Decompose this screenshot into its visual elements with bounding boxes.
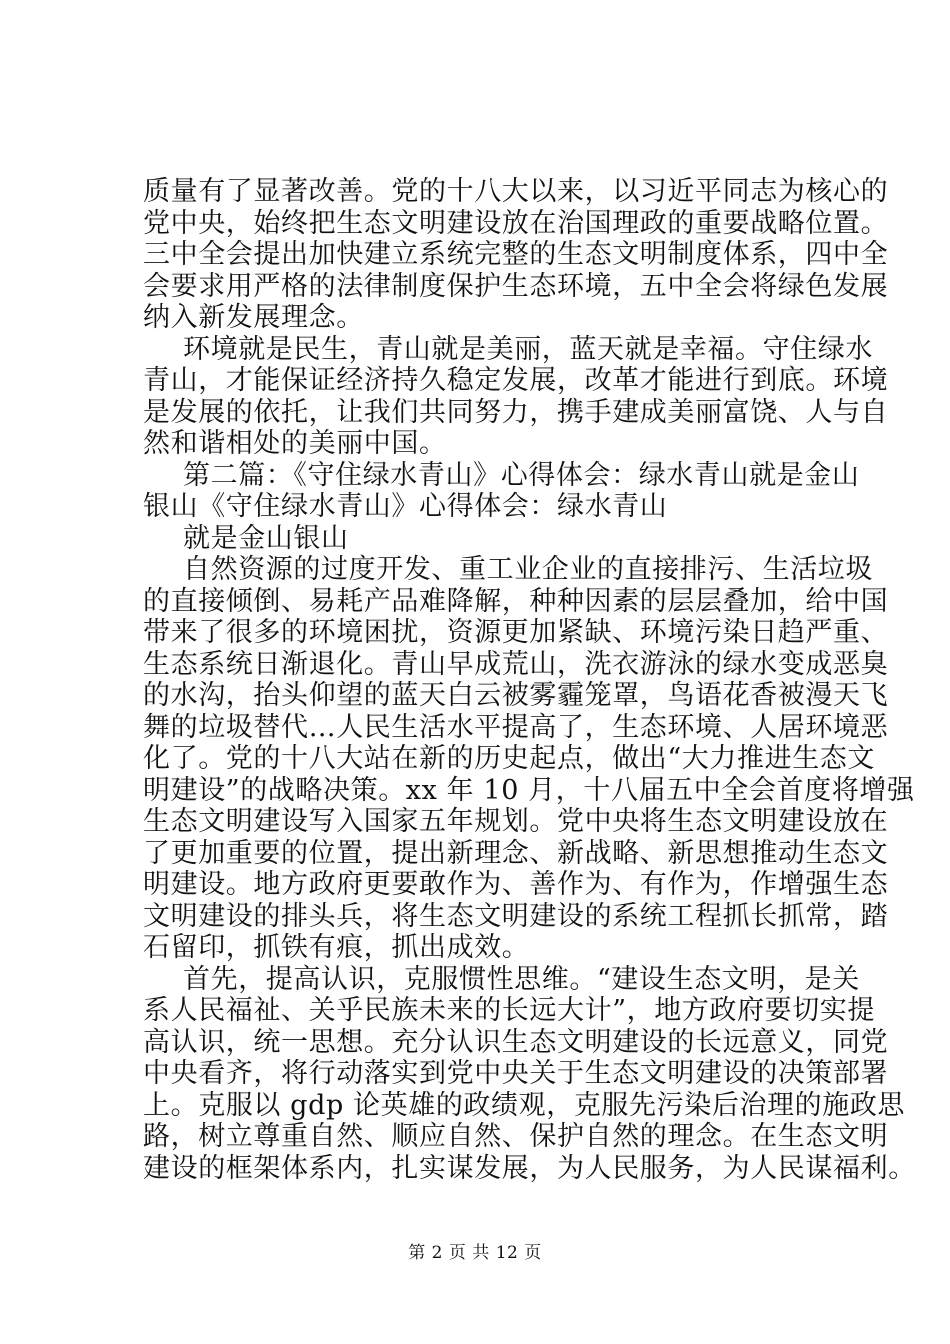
paragraph-start-line: 首先，提高认识，克服惯性思维。“建设生态文明，是关 (183, 964, 860, 995)
text-line: 是发展的依托，让我们共同努力，携手建成美丽富饶、人与自 (143, 397, 889, 428)
text-line: 质量有了显著改善。党的十八大以来，以习近平同志为核心的 (143, 176, 889, 207)
text-line: 中央看齐，将行动落实到党中央关于生态文明建设的决策部署 (143, 1058, 889, 1089)
text-line: 石留印，抓铁有痕，抓出成效。 (143, 932, 530, 963)
text-line: 舞的垃圾替代…人民生活水平提高了，生态环境、人居环境恶 (143, 712, 889, 743)
text-line: 了更加重要的位置，提出新理念、新战略、新思想推动生态文 (143, 838, 889, 869)
text-line: 三中全会提出加快建立系统完整的生态文明制度体系，四中全 (143, 239, 889, 270)
paragraph-start-line: 自然资源的过度开发、重工业企业的直接排污、生活垃圾 (183, 554, 873, 585)
text-line: 的水沟，抬头仰望的蓝天白云被雾霾笼罩，鸟语花香被漫天飞 (143, 680, 889, 711)
text-line: 纳入新发展理念。 (143, 302, 364, 333)
text-line: 化了。党的十八大站在新的历史起点，做出“大力推进生态文 (143, 743, 876, 774)
text-line: 生态文明建设写入国家五年规划。党中央将生态文明建设放在 (143, 806, 889, 837)
text-line: 明建设。地方政府更要敢作为、善作为、有作为，作增强生态 (143, 869, 889, 900)
text-line: 青山，才能保证经济持久稳定发展，改革才能进行到底。环境 (143, 365, 889, 396)
section-heading-line: 第二篇：《守住绿水青山》心得体会：绿水青山就是金山 (183, 460, 860, 491)
page-footer: 第 2 页 共 12 页 (408, 1243, 542, 1263)
text-line: 上。克服以 gdp 论英雄的政绩观，克服先污染后治理的施政思 (143, 1090, 906, 1121)
paragraph-start-line: 环境就是民生，青山就是美丽，蓝天就是幸福。守住绿水 (183, 334, 873, 365)
text-line: 的直接倾倒、易耗产品难降解，种种因素的层层叠加，给中国 (143, 586, 889, 617)
section-heading-line: 银山《守住绿水青山》心得体会：绿水青山 (143, 491, 668, 522)
text-line: 系人民福祉、关乎民族未来的长远大计”，地方政府要切实提 (143, 995, 876, 1026)
text-line: 带来了很多的环境困扰，资源更加紧缺、环境污染日趋严重、 (143, 617, 889, 648)
text-line: 路，树立尊重自然、顺应自然、保护自然的理念。在生态文明 (143, 1121, 889, 1152)
text-line: 高认识，统一思想。充分认识生态文明建设的长远意义，同党 (143, 1027, 889, 1058)
text-line: 生态系统日渐退化。青山早成荒山，洗衣游泳的绿水变成恶臭 (143, 649, 889, 680)
text-line: 建设的框架体系内，扎实谋发展，为人民服务，为人民谋福利。 (143, 1153, 916, 1184)
section-heading-line: 就是金山银山 (183, 523, 349, 554)
text-line: 然和谐相处的美丽中国。 (143, 428, 447, 459)
text-line: 文明建设的排头兵，将生态文明建设的系统工程抓长抓常，踏 (143, 901, 889, 932)
text-line: 党中央，始终把生态文明建设放在治国理政的重要战略位置。 (143, 208, 889, 239)
text-line: 明建设”的战略决策。xx 年 10 月，十八届五中全会首度将增强 (143, 775, 915, 806)
text-line: 会要求用严格的法律制度保护生态环境，五中全会将绿色发展 (143, 271, 889, 302)
